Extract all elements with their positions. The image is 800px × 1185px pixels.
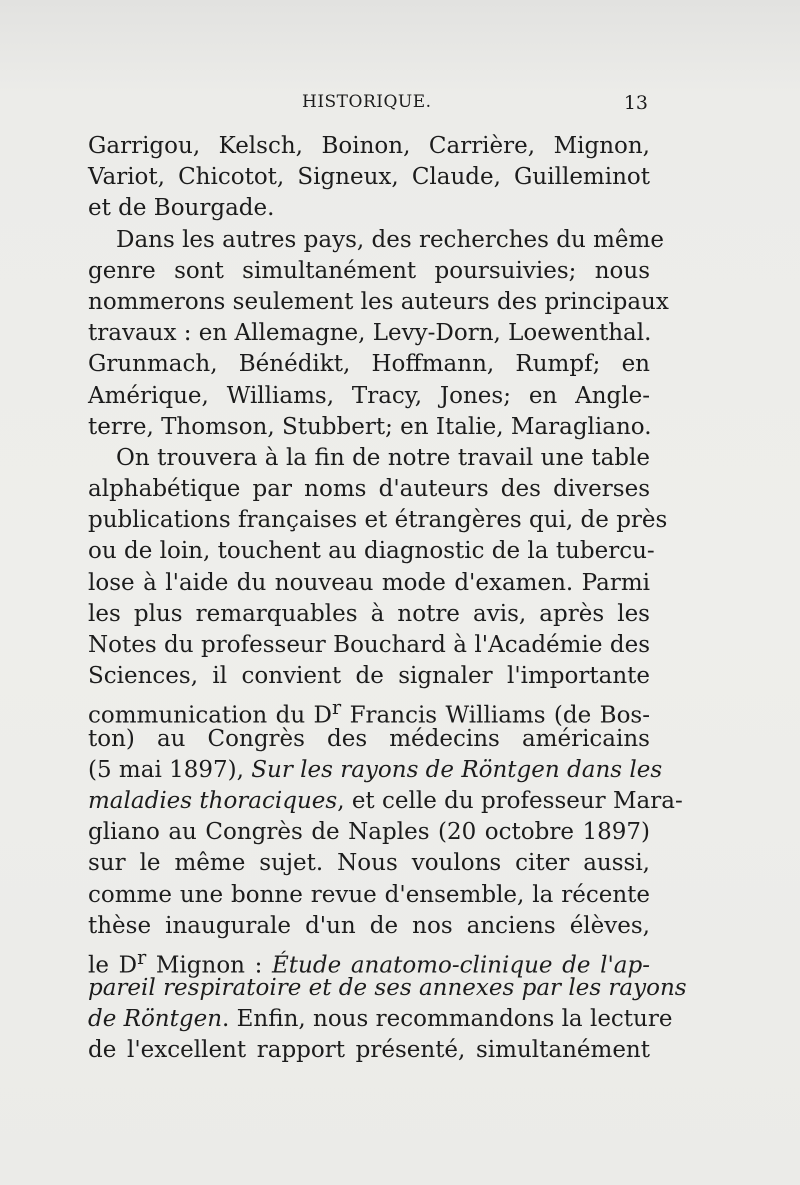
text-line: sur le même sujet. Nous voulons citer aussi, xyxy=(88,850,650,877)
superscript: r xyxy=(137,945,147,969)
text-fragment: le D xyxy=(88,952,138,979)
text-line: gliano au Congrès de Naples (20 octobre 1897) xyxy=(88,819,650,846)
text-line: terre, Thomson, Stubbert; en Italie, Maragliano. xyxy=(88,413,652,440)
text-line xyxy=(88,786,683,817)
text-fragment: (5 mai 1897), xyxy=(88,756,252,783)
text-line: publications françaises et étrangères qui, de près xyxy=(88,507,668,534)
text-line: Sciences, il convient de signaler l'importante xyxy=(88,663,650,690)
italic-title: pareil respiratoire et de ses annexes par les rayons xyxy=(88,975,687,1002)
italic-title: maladies thoraciques xyxy=(88,787,338,814)
italic-title: Étude anatomo-clinique de l'ap- xyxy=(272,952,651,979)
text-line xyxy=(88,942,651,979)
text-line: nommerons seulement les auteurs des principaux xyxy=(88,288,669,315)
text-line: Grunmach, Bénédikt, Hoffmann, Rumpf; en xyxy=(88,351,650,378)
text-line xyxy=(88,1004,673,1035)
text-line: On trouvera à la fin de notre travail une table xyxy=(116,444,650,471)
text-line: Notes du professeur Bouchard à l'Académie des xyxy=(88,632,650,658)
italic-title: de Röntgen xyxy=(88,1006,223,1033)
text-line: travaux : en Allemagne, Levy-Dorn, Loewenthal. xyxy=(88,320,652,347)
text-line xyxy=(88,755,663,786)
text-line: alphabétique par noms d'auteurs des diverses xyxy=(88,476,650,503)
body-text xyxy=(88,131,687,1067)
text-fragment: communication du D xyxy=(88,703,332,730)
text-line: les plus remarquables à notre avis, après les xyxy=(88,600,650,627)
text-line: lose à l'aide du nouveau mode d'examen. Parmi xyxy=(88,569,650,596)
text-line: Variot, Chicotot, Signeux, Claude, Guilleminot xyxy=(88,164,650,191)
text-line: genre sont simultanément poursuivies; nous xyxy=(88,257,650,284)
text-line: Dans les autres pays, des recherches du même xyxy=(116,226,664,253)
text-line: Amérique, Williams, Tracy, Jones; en Angle- xyxy=(88,382,650,409)
text-line xyxy=(88,692,650,730)
text-fragment: Mignon : xyxy=(146,952,273,979)
running-header xyxy=(88,92,648,122)
superscript: r xyxy=(332,696,342,720)
page-number: 13 xyxy=(623,92,648,114)
text-line: ou de loin, touchent au diagnostic de la tubercu- xyxy=(88,538,655,565)
text-line: comme une bonne revue d'ensemble, la récente xyxy=(88,881,650,908)
text-line xyxy=(88,973,687,1004)
text-line: et de Bourgade. xyxy=(88,195,275,222)
text-fragment: , et celle du professeur Mara- xyxy=(337,787,683,814)
text-line: de l'excellent rapport présenté, simultanément xyxy=(88,1037,650,1064)
text-line: ton) au Congrès des médecins américains xyxy=(88,725,650,752)
italic-title: Sur les rayons de Röntgen dans les xyxy=(251,756,663,783)
running-title: HISTORIQUE. xyxy=(302,92,432,112)
text-line: thèse inaugurale d'un de nos anciens élèves, xyxy=(88,912,650,939)
text-fragment: . Enfin, nous recommandons la lecture xyxy=(222,1006,673,1033)
text-fragment: Francis Williams (de Bos- xyxy=(341,703,650,730)
text-line: Garrigou, Kelsch, Boinon, Carrière, Mignon, xyxy=(88,133,650,159)
